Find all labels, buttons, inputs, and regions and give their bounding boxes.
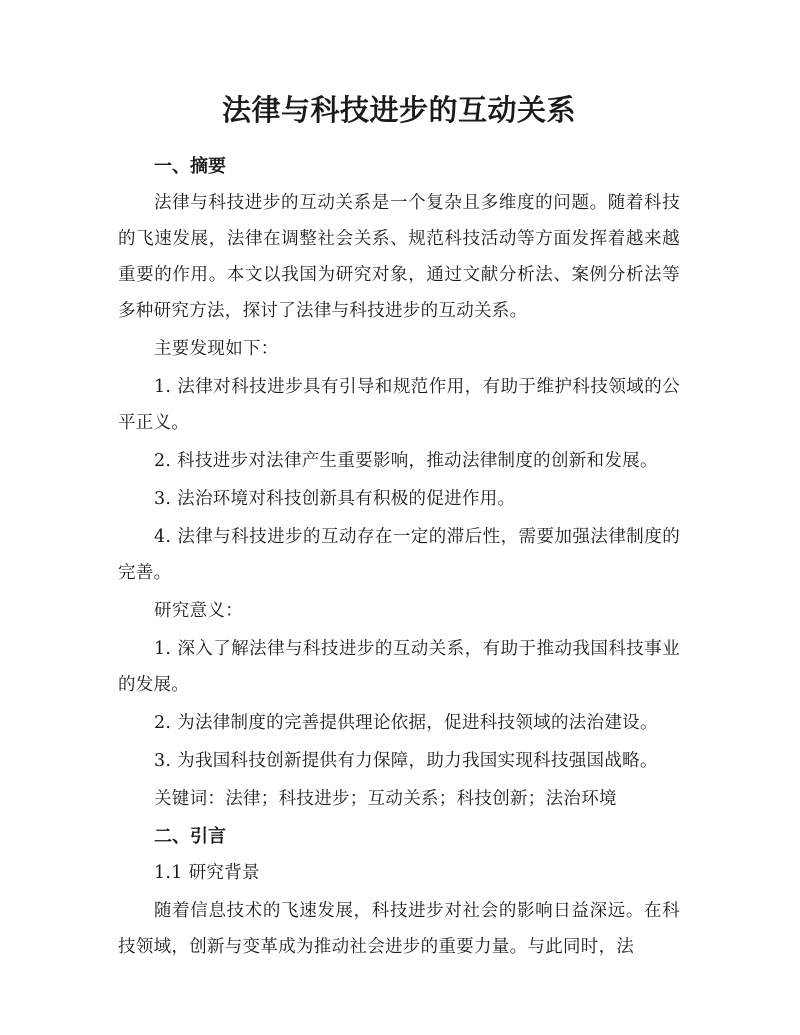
significance-item-3: 3. 为我国科技创新提供有力保障，助力我国实现科技强国战略。 [154, 751, 658, 771]
significance-item-1: 1. 深入了解法律与科技进步的互动关系，有助于推动我国科技事业的发展。 [118, 639, 680, 695]
subsection-heading-1-1: 1.1 研究背景 [154, 863, 260, 883]
finding-item-3: 3. 法治环境对科技创新具有积极的促进作用。 [154, 489, 516, 509]
document-title: 法律与科技进步的互动关系 [221, 93, 576, 127]
keywords-line: 关键词：法律；科技进步；互动关系；科技创新；法治环境 [154, 789, 617, 809]
significance-intro: 研究意义： [154, 601, 243, 621]
significance-item-2: 2. 为法律制度的完善提供理论依据，促进科技领域的法治建设。 [154, 713, 658, 733]
introduction-heading: 二、引言 [154, 826, 226, 847]
document-page [118, 88, 680, 965]
background-paragraph: 随着信息技术的飞速发展，科技进步对社会的影响日益深远。在科技领域，创新与变革成为推动社会进步的重要力量。与此同时，法 [118, 901, 680, 957]
findings-intro: 主要发现如下： [154, 339, 279, 359]
finding-item-2: 2. 科技进步对法律产生重要影响，推动法律制度的创新和发展。 [154, 451, 658, 471]
finding-item-1: 1. 法律对科技进步具有引导和规范作用，有助于维护科技领域的公平正义。 [118, 377, 680, 433]
abstract-paragraph: 法律与科技进步的互动关系是一个复杂且多维度的问题。随着科技的飞速发展，法律在调整社会关系、规范科技活动等方面发挥着越来越重要的作用。本文以我国为研究对象，通过文献分析法、案例分析法等多种研究方法，探讨了法律与科技进步的互动关系。 [118, 193, 680, 321]
abstract-heading: 一、摘要 [154, 156, 226, 177]
finding-item-4: 4. 法律与科技进步的互动存在一定的滞后性，需要加强法律制度的完善。 [118, 527, 680, 583]
